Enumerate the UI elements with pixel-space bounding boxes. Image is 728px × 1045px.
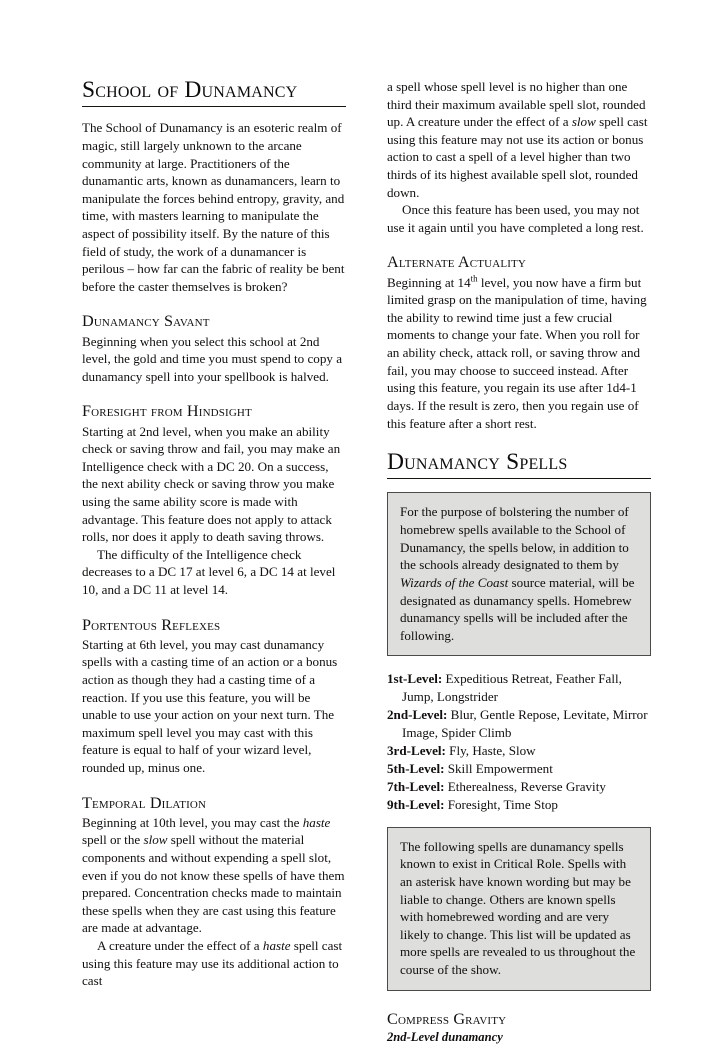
title-rule <box>82 106 346 107</box>
heading-portentous-reflexes: Portentous Reflexes <box>82 615 221 634</box>
callout-box-critical-role-note <box>387 827 651 991</box>
text-segment: Beginning at 10th level, you may cast the <box>82 814 303 830</box>
spell-name-haste: haste <box>302 814 331 830</box>
spell-level-label: 3rd-Level: <box>387 742 446 758</box>
text-segment: spell or the <box>82 832 144 848</box>
text-segment: source material, will be designated as dunamancy spells. Homebrew dunamancy spells will be included after the following. <box>400 574 635 643</box>
paragraph-portentous-reflexes: Starting at 6th level, you may cast dunamancy spells with a casting time of an action or a bonus action as though they had a casting time of a reaction. If you use this feature, you will be unable to use your action on your next turn. The maximum spell level you may cast with this feature is equal to half of your wizard level, rounded up, minus one. <box>82 636 338 776</box>
heading-temporal-dilation: Temporal Dilation <box>82 793 207 812</box>
text-segment: spell without the material components and without expending a spell slot, even if you do not know these spells of have them prepared. Concentration checks made to maintain these spells when they are cast using this feature are made at advantage. <box>82 832 345 936</box>
spell-name-slow: slow <box>143 832 168 848</box>
heading-dunamancy-spells: Dunamancy Spells <box>387 449 568 476</box>
spell-level-label: 7th-Level: <box>387 779 445 795</box>
paragraph-foresight-1: Starting at 2nd level, when you make an ability check or saving throw and fail, you may make an Intelligence check with a DC 20. On a success, the next ability check or saving throw you make using the same ability score is made with advantage. This feature does not apply to attack rolls, nor does it apply to death saving throws. <box>82 423 341 545</box>
left-column <box>82 78 346 990</box>
paragraph-dunamancy-savant: Beginning when you select this school at 2nd level, the gold and time you must spend to copy a dunamancy spell into your spellbook is halved. <box>82 333 343 384</box>
paragraph-continued <box>387 78 651 201</box>
spell-names: Fly, Haste, Slow <box>445 742 536 758</box>
spell-names: Foresight, Time Stop <box>444 797 558 813</box>
paragraph-temporal-dilation-2 <box>82 937 346 990</box>
text-segment: a spell whose spell level is no higher than one third their maximum available spell slot, rounded up. A creature under the effect of a <box>387 79 646 130</box>
two-column-layout <box>82 77 648 1044</box>
list-item <box>387 796 651 814</box>
spells-heading-rule <box>387 478 651 479</box>
paragraph-alternate-actuality <box>387 274 651 432</box>
spell-names: Expeditious Retreat, Feather Fall, Jump, Longstrider <box>402 671 622 704</box>
spell-level-label: 2nd-Level: <box>387 707 448 723</box>
spell-level-label: 5th-Level: <box>387 760 445 776</box>
heading-foresight-from-hindsight: Foresight from Hindsight <box>82 402 252 421</box>
list-item <box>387 760 651 778</box>
heading-compress-gravity: Compress Gravity <box>387 1009 507 1028</box>
spell-names: Blur, Gentle Repose, Levitate, Mirror Image, Spider Climb <box>402 707 648 740</box>
text-segment: A creature under the effect of a <box>97 938 263 954</box>
dunamancy-spell-list <box>387 670 651 813</box>
paragraph-temporal-dilation-1 <box>82 814 346 937</box>
heading-dunamancy-savant: Dunamancy Savant <box>82 312 210 331</box>
paragraph-foresight-2: The difficulty of the Intelligence check decreases to a DC 17 at level 6, a DC 14 at level 10, and a DC 11 at level 14. <box>82 546 336 598</box>
page-title: School of Dunamancy <box>82 77 298 103</box>
list-item <box>387 742 651 760</box>
list-item <box>387 778 651 796</box>
spell-level-label: 1st-Level: <box>387 671 443 687</box>
spell-level-label: 9th-Level: <box>387 797 445 813</box>
text-segment: For the purpose of bolstering the number of homebrew spells available to the School of Dunamancy, the spells below, in addition to the schools already designated to them by <box>400 504 629 573</box>
heading-alternate-actuality: Alternate Actuality <box>387 253 526 272</box>
spell-names: Skill Empowerment <box>444 760 553 776</box>
callout-text: The following spells are dunamancy spells known to exist in Critical Role. Spells with an asterisk have known wording but may be liable to change. Others are known spells with homebrewed wording and are very likely to change. This list will be updated as more spells are revealed to us throughout the course of the show. <box>400 838 636 977</box>
right-column <box>387 78 651 1045</box>
publisher-name: Wizards of the Coast <box>400 574 509 590</box>
callout-box-homebrew-note <box>387 492 651 656</box>
text-segment: level, you now have a firm but limited grasp on the manipulation of time, having the ability to rewind time just a few crucial moments to change your fate. When you roll for an ability check, attack roll, or saving throw and fail, you may choose to succeed instead. After using this feature, you regain its use after 1d4-1 days. If the result is zero, then you regain use of this feature after a short rest. <box>387 274 647 431</box>
list-item <box>387 706 651 741</box>
text-segment: spell cast using this feature may use its additional action to cast <box>82 938 343 989</box>
spell-name-slow: slow <box>571 114 596 130</box>
spell-names: Etherealness, Reverse Gravity <box>444 779 606 795</box>
intro-paragraph: The School of Dunamancy is an esoteric realm of magic, still largely unknown to the arcane community at large. Practitioners of the dunamantic arts, known as dunamancers, learn to manipulate the forces behind entropy, gravity, and time, with masters learning to manipulate the aspect of possibility itself. By the nature of this field of study, the work of a dunamancer is perilous – how far can the fabric of reality be bent before the caster themselves is broken? <box>82 120 345 294</box>
text-segment: spell cast using this feature may not use its action or bonus action to cast a spell of a level higher than two thirds of its highest available spell slot, rounded down. <box>387 114 648 200</box>
spell-school-subtitle: 2nd-Level dunamancy <box>387 1029 503 1044</box>
text-segment: Beginning at 14 <box>387 274 471 290</box>
callout-text <box>400 503 638 644</box>
paragraph-continued-2: Once this feature has been used, you may not use it again until you have completed a long rest. <box>387 202 644 235</box>
spell-name-haste: haste <box>262 938 291 954</box>
list-item <box>387 670 651 705</box>
ordinal-suffix: th <box>470 273 478 284</box>
